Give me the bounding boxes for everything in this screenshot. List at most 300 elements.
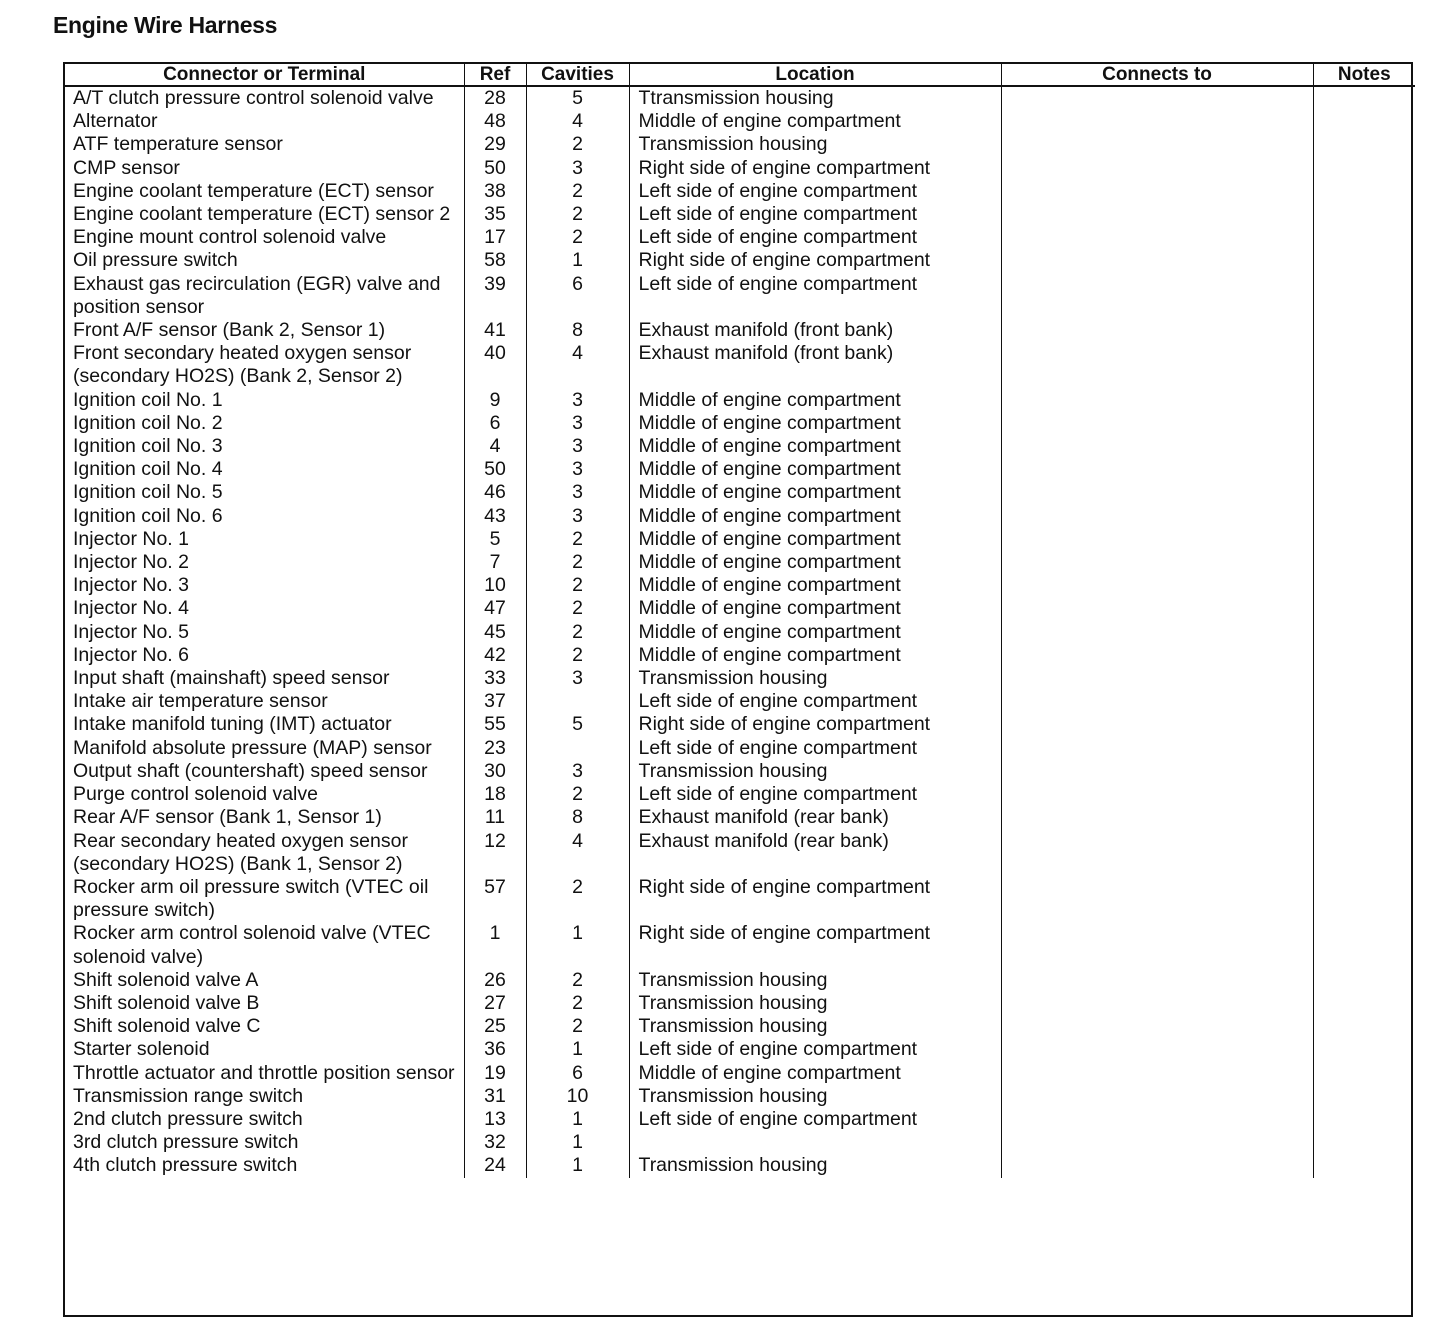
cell-connector: Intake manifold tuning (IMT) actuator [65, 713, 464, 736]
cell-notes [1313, 1154, 1415, 1177]
cell-ref: 50 [464, 458, 526, 481]
cell-ref: 58 [464, 249, 526, 272]
table-row [65, 110, 1415, 133]
cell-ref: 38 [464, 180, 526, 203]
cell-cavities: 1 [526, 1154, 629, 1177]
cell-connects-to [1001, 157, 1313, 180]
cell-location: Right side of engine compartment [629, 157, 1001, 180]
cell-connects-to [1001, 86, 1313, 110]
cell-connector: Ignition coil No. 1 [65, 389, 464, 412]
table-row [65, 713, 1415, 736]
table-row [65, 249, 1415, 272]
cell-cavities: 2 [526, 574, 629, 597]
table-row [65, 1038, 1415, 1061]
cell-connects-to [1001, 922, 1313, 968]
table-row [65, 551, 1415, 574]
cell-ref: 24 [464, 1154, 526, 1177]
cell-notes [1313, 342, 1415, 388]
cell-connector: Engine coolant temperature (ECT) sensor 2 [65, 203, 464, 226]
table-row [65, 621, 1415, 644]
cell-location [629, 1131, 1001, 1154]
cell-connects-to [1001, 133, 1313, 156]
cell-location: Middle of engine compartment [629, 505, 1001, 528]
cell-connector: Rocker arm control solenoid valve (VTEC solenoid valve) [65, 922, 464, 968]
cell-notes [1313, 249, 1415, 272]
cell-notes [1313, 180, 1415, 203]
column-header-connects-to: Connects to [1001, 64, 1313, 86]
cell-location: Middle of engine compartment [629, 644, 1001, 667]
cell-notes [1313, 273, 1415, 319]
cell-connector: Ignition coil No. 5 [65, 481, 464, 504]
cell-connects-to [1001, 226, 1313, 249]
column-header-location: Location [629, 64, 1001, 86]
cell-ref: 26 [464, 969, 526, 992]
cell-notes [1313, 667, 1415, 690]
cell-connector: Rear A/F sensor (Bank 1, Sensor 1) [65, 806, 464, 829]
cell-cavities: 1 [526, 922, 629, 968]
cell-ref: 35 [464, 203, 526, 226]
cell-connects-to [1001, 597, 1313, 620]
cell-connector: Input shaft (mainshaft) speed sensor [65, 667, 464, 690]
cell-notes [1313, 644, 1415, 667]
cell-location: Exhaust manifold (rear bank) [629, 806, 1001, 829]
cell-cavities: 3 [526, 435, 629, 458]
cell-notes [1313, 133, 1415, 156]
table-row [65, 1108, 1415, 1131]
cell-connector: Shift solenoid valve A [65, 969, 464, 992]
cell-notes [1313, 621, 1415, 644]
cell-connector: Injector No. 1 [65, 528, 464, 551]
cell-connector: Manifold absolute pressure (MAP) sensor [65, 737, 464, 760]
cell-cavities: 2 [526, 992, 629, 1015]
cell-connector: Throttle actuator and throttle position sensor [65, 1062, 464, 1085]
table-row [65, 86, 1415, 110]
cell-ref: 18 [464, 783, 526, 806]
harness-table [63, 62, 1413, 1317]
table-row [65, 528, 1415, 551]
cell-ref: 43 [464, 505, 526, 528]
cell-ref: 27 [464, 992, 526, 1015]
cell-connector: Engine coolant temperature (ECT) sensor [65, 180, 464, 203]
cell-cavities: 2 [526, 551, 629, 574]
table-row [65, 389, 1415, 412]
cell-connects-to [1001, 1131, 1313, 1154]
cell-connector: Front secondary heated oxygen sensor (secondary HO2S) (Bank 2, Sensor 2) [65, 342, 464, 388]
table-row [65, 481, 1415, 504]
cell-notes [1313, 737, 1415, 760]
cell-connects-to [1001, 783, 1313, 806]
cell-connects-to [1001, 435, 1313, 458]
cell-ref: 12 [464, 830, 526, 876]
cell-notes [1313, 157, 1415, 180]
cell-ref: 31 [464, 1085, 526, 1108]
cell-cavities: 6 [526, 1062, 629, 1085]
cell-ref: 4 [464, 435, 526, 458]
cell-cavities [526, 690, 629, 713]
cell-connects-to [1001, 110, 1313, 133]
cell-location: Transmission housing [629, 1015, 1001, 1038]
cell-connector: Purge control solenoid valve [65, 783, 464, 806]
cell-connector: A/T clutch pressure control solenoid valve [65, 86, 464, 110]
table-row [65, 435, 1415, 458]
cell-connector: Output shaft (countershaft) speed sensor [65, 760, 464, 783]
cell-ref: 13 [464, 1108, 526, 1131]
cell-location: Middle of engine compartment [629, 1062, 1001, 1085]
cell-connects-to [1001, 505, 1313, 528]
cell-connector: Rocker arm oil pressure switch (VTEC oil pressure switch) [65, 876, 464, 922]
cell-ref: 40 [464, 342, 526, 388]
cell-connects-to [1001, 969, 1313, 992]
cell-connector: ATF temperature sensor [65, 133, 464, 156]
cell-connects-to [1001, 180, 1313, 203]
cell-cavities: 5 [526, 86, 629, 110]
cell-cavities: 4 [526, 110, 629, 133]
table-row [65, 342, 1415, 388]
table-row [65, 1131, 1415, 1154]
cell-location: Middle of engine compartment [629, 528, 1001, 551]
cell-location: Middle of engine compartment [629, 597, 1001, 620]
cell-location: Left side of engine compartment [629, 783, 1001, 806]
cell-ref: 29 [464, 133, 526, 156]
cell-cavities: 8 [526, 319, 629, 342]
cell-notes [1313, 806, 1415, 829]
cell-connects-to [1001, 1062, 1313, 1085]
cell-connector: Engine mount control solenoid valve [65, 226, 464, 249]
cell-notes [1313, 876, 1415, 922]
cell-notes [1313, 992, 1415, 1015]
cell-location: Right side of engine compartment [629, 713, 1001, 736]
cell-ref: 1 [464, 922, 526, 968]
cell-connects-to [1001, 621, 1313, 644]
cell-connector: Injector No. 5 [65, 621, 464, 644]
column-header-ref: Ref [464, 64, 526, 86]
cell-notes [1313, 505, 1415, 528]
cell-notes [1313, 830, 1415, 876]
cell-connects-to [1001, 644, 1313, 667]
cell-cavities: 2 [526, 133, 629, 156]
cell-notes [1313, 481, 1415, 504]
cell-cavities: 2 [526, 644, 629, 667]
cell-connector: Ignition coil No. 3 [65, 435, 464, 458]
cell-ref: 42 [464, 644, 526, 667]
cell-ref: 10 [464, 574, 526, 597]
table-row [65, 992, 1415, 1015]
cell-cavities: 2 [526, 876, 629, 922]
cell-connector: Ignition coil No. 6 [65, 505, 464, 528]
cell-connects-to [1001, 737, 1313, 760]
cell-cavities: 8 [526, 806, 629, 829]
cell-connector: Rear secondary heated oxygen sensor (secondary HO2S) (Bank 1, Sensor 2) [65, 830, 464, 876]
cell-cavities: 4 [526, 830, 629, 876]
cell-location: Middle of engine compartment [629, 481, 1001, 504]
cell-notes [1313, 969, 1415, 992]
cell-connector: Starter solenoid [65, 1038, 464, 1061]
column-header-notes: Notes [1313, 64, 1415, 86]
cell-ref: 9 [464, 389, 526, 412]
table-row [65, 969, 1415, 992]
cell-connects-to [1001, 342, 1313, 388]
cell-notes [1313, 458, 1415, 481]
cell-notes [1313, 435, 1415, 458]
cell-cavities: 1 [526, 1108, 629, 1131]
cell-notes [1313, 597, 1415, 620]
cell-ref: 45 [464, 621, 526, 644]
cell-location: Left side of engine compartment [629, 203, 1001, 226]
cell-cavities: 2 [526, 783, 629, 806]
cell-connector: Injector No. 6 [65, 644, 464, 667]
cell-ref: 23 [464, 737, 526, 760]
cell-cavities: 3 [526, 157, 629, 180]
cell-notes [1313, 783, 1415, 806]
cell-cavities: 2 [526, 1015, 629, 1038]
table-row [65, 667, 1415, 690]
table-row [65, 273, 1415, 319]
cell-connects-to [1001, 1108, 1313, 1131]
cell-notes [1313, 226, 1415, 249]
table-row [65, 922, 1415, 968]
cell-ref: 6 [464, 412, 526, 435]
cell-ref: 37 [464, 690, 526, 713]
cell-notes [1313, 389, 1415, 412]
cell-location: Left side of engine compartment [629, 273, 1001, 319]
cell-connects-to [1001, 319, 1313, 342]
cell-cavities: 2 [526, 528, 629, 551]
cell-cavities: 1 [526, 1131, 629, 1154]
table-row [65, 806, 1415, 829]
cell-ref: 30 [464, 760, 526, 783]
cell-cavities: 3 [526, 481, 629, 504]
table-row [65, 574, 1415, 597]
cell-location: Transmission housing [629, 969, 1001, 992]
table-row [65, 690, 1415, 713]
table-row [65, 1154, 1415, 1177]
cell-ref: 5 [464, 528, 526, 551]
cell-ref: 19 [464, 1062, 526, 1085]
cell-location: Exhaust manifold (rear bank) [629, 830, 1001, 876]
column-header-cavities: Cavities [526, 64, 629, 86]
cell-ref: 46 [464, 481, 526, 504]
cell-connects-to [1001, 713, 1313, 736]
cell-notes [1313, 1015, 1415, 1038]
cell-ref: 33 [464, 667, 526, 690]
cell-connects-to [1001, 876, 1313, 922]
cell-cavities: 10 [526, 1085, 629, 1108]
page-title: Engine Wire Harness [53, 12, 278, 38]
cell-connector: Alternator [65, 110, 464, 133]
cell-location: Transmission housing [629, 760, 1001, 783]
cell-connector: 2nd clutch pressure switch [65, 1108, 464, 1131]
cell-notes [1313, 760, 1415, 783]
table-row [65, 319, 1415, 342]
table-row [65, 458, 1415, 481]
cell-cavities: 2 [526, 597, 629, 620]
cell-cavities: 3 [526, 667, 629, 690]
cell-connects-to [1001, 249, 1313, 272]
cell-notes [1313, 110, 1415, 133]
cell-cavities: 3 [526, 412, 629, 435]
cell-notes [1313, 1108, 1415, 1131]
cell-connector: CMP sensor [65, 157, 464, 180]
cell-connector: Oil pressure switch [65, 249, 464, 272]
cell-connector: Exhaust gas recirculation (EGR) valve and position sensor [65, 273, 464, 319]
cell-connects-to [1001, 458, 1313, 481]
cell-location: Middle of engine compartment [629, 110, 1001, 133]
cell-notes [1313, 86, 1415, 110]
cell-connects-to [1001, 412, 1313, 435]
cell-connects-to [1001, 389, 1313, 412]
cell-cavities [526, 737, 629, 760]
table-row [65, 760, 1415, 783]
cell-notes [1313, 1085, 1415, 1108]
cell-notes [1313, 1062, 1415, 1085]
cell-ref: 48 [464, 110, 526, 133]
cell-cavities: 3 [526, 505, 629, 528]
cell-notes [1313, 922, 1415, 968]
cell-connects-to [1001, 992, 1313, 1015]
cell-connector: 3rd clutch pressure switch [65, 1131, 464, 1154]
cell-connector: Transmission range switch [65, 1085, 464, 1108]
cell-notes [1313, 551, 1415, 574]
cell-connector: Injector No. 4 [65, 597, 464, 620]
cell-connector: Injector No. 2 [65, 551, 464, 574]
cell-connector: Ignition coil No. 4 [65, 458, 464, 481]
cell-ref: 47 [464, 597, 526, 620]
cell-ref: 36 [464, 1038, 526, 1061]
cell-notes [1313, 713, 1415, 736]
table-row [65, 644, 1415, 667]
cell-connects-to [1001, 1154, 1313, 1177]
cell-cavities: 5 [526, 713, 629, 736]
cell-location: Middle of engine compartment [629, 621, 1001, 644]
cell-cavities: 2 [526, 226, 629, 249]
cell-connects-to [1001, 1085, 1313, 1108]
cell-notes [1313, 528, 1415, 551]
cell-cavities: 2 [526, 621, 629, 644]
cell-ref: 55 [464, 713, 526, 736]
column-header-connector: Connector or Terminal [65, 64, 464, 86]
table-row [65, 876, 1415, 922]
cell-cavities: 3 [526, 760, 629, 783]
cell-location: Right side of engine compartment [629, 876, 1001, 922]
cell-location: Middle of engine compartment [629, 458, 1001, 481]
table-row [65, 737, 1415, 760]
cell-location: Right side of engine compartment [629, 249, 1001, 272]
cell-location: Left side of engine compartment [629, 690, 1001, 713]
cell-location: Right side of engine compartment [629, 922, 1001, 968]
cell-ref: 11 [464, 806, 526, 829]
cell-cavities: 3 [526, 389, 629, 412]
cell-connects-to [1001, 690, 1313, 713]
table-row [65, 203, 1415, 226]
cell-location: Left side of engine compartment [629, 180, 1001, 203]
cell-location: Left side of engine compartment [629, 737, 1001, 760]
cell-cavities: 2 [526, 203, 629, 226]
cell-cavities: 2 [526, 969, 629, 992]
cell-ref: 25 [464, 1015, 526, 1038]
cell-notes [1313, 319, 1415, 342]
cell-cavities: 3 [526, 458, 629, 481]
cell-connects-to [1001, 1015, 1313, 1038]
cell-connector: Shift solenoid valve C [65, 1015, 464, 1038]
table-row [65, 830, 1415, 876]
cell-notes [1313, 412, 1415, 435]
cell-notes [1313, 1131, 1415, 1154]
cell-location: Transmission housing [629, 133, 1001, 156]
cell-connector: Ignition coil No. 2 [65, 412, 464, 435]
cell-connects-to [1001, 528, 1313, 551]
cell-location: Transmission housing [629, 992, 1001, 1015]
cell-cavities: 1 [526, 249, 629, 272]
cell-connects-to [1001, 203, 1313, 226]
cell-notes [1313, 203, 1415, 226]
cell-location: Exhaust manifold (front bank) [629, 319, 1001, 342]
cell-connects-to [1001, 830, 1313, 876]
cell-connects-to [1001, 574, 1313, 597]
cell-connector: Shift solenoid valve B [65, 992, 464, 1015]
table-row [65, 412, 1415, 435]
cell-location: Middle of engine compartment [629, 389, 1001, 412]
cell-location: Middle of engine compartment [629, 412, 1001, 435]
cell-ref: 41 [464, 319, 526, 342]
cell-ref: 17 [464, 226, 526, 249]
cell-connects-to [1001, 481, 1313, 504]
cell-ref: 57 [464, 876, 526, 922]
table-row [65, 783, 1415, 806]
cell-location: Middle of engine compartment [629, 551, 1001, 574]
cell-location: Transmission housing [629, 667, 1001, 690]
cell-location: Left side of engine compartment [629, 1108, 1001, 1131]
table-row [65, 1062, 1415, 1085]
cell-location: Transmission housing [629, 1154, 1001, 1177]
cell-connector: Injector No. 3 [65, 574, 464, 597]
cell-cavities: 4 [526, 342, 629, 388]
cell-ref: 28 [464, 86, 526, 110]
table-row [65, 180, 1415, 203]
cell-cavities: 6 [526, 273, 629, 319]
table-row [65, 597, 1415, 620]
cell-connector: Intake air temperature sensor [65, 690, 464, 713]
cell-connects-to [1001, 273, 1313, 319]
table-header [65, 64, 1415, 86]
cell-ref: 32 [464, 1131, 526, 1154]
cell-location: Ttransmission housing [629, 86, 1001, 110]
cell-location: Exhaust manifold (front bank) [629, 342, 1001, 388]
cell-location: Transmission housing [629, 1085, 1001, 1108]
table-row [65, 133, 1415, 156]
cell-notes [1313, 690, 1415, 713]
table-row [65, 505, 1415, 528]
cell-connector: Front A/F sensor (Bank 2, Sensor 1) [65, 319, 464, 342]
cell-connects-to [1001, 667, 1313, 690]
table-row [65, 226, 1415, 249]
cell-cavities: 2 [526, 180, 629, 203]
table-row [65, 157, 1415, 180]
cell-connector: 4th clutch pressure switch [65, 1154, 464, 1177]
cell-ref: 7 [464, 551, 526, 574]
cell-location: Left side of engine compartment [629, 226, 1001, 249]
cell-location: Middle of engine compartment [629, 574, 1001, 597]
cell-cavities: 1 [526, 1038, 629, 1061]
cell-connects-to [1001, 551, 1313, 574]
table-row [65, 1015, 1415, 1038]
cell-connects-to [1001, 760, 1313, 783]
cell-connects-to [1001, 1038, 1313, 1061]
cell-ref: 39 [464, 273, 526, 319]
cell-notes [1313, 574, 1415, 597]
cell-ref: 50 [464, 157, 526, 180]
cell-location: Left side of engine compartment [629, 1038, 1001, 1061]
table-row [65, 1085, 1415, 1108]
